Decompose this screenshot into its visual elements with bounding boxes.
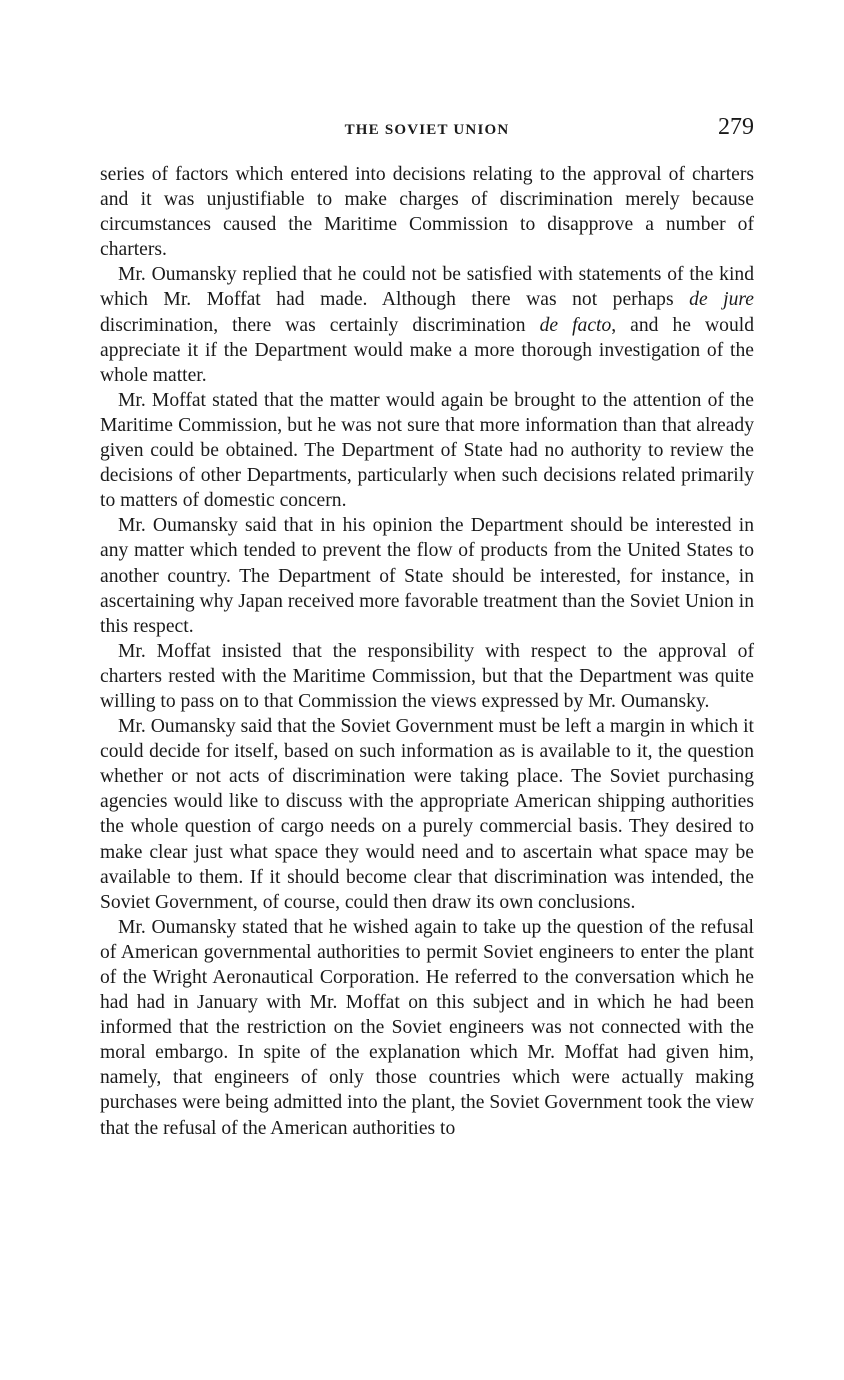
paragraph-2-text-b: discrimination, there was certainly discrimination — [100, 314, 540, 336]
page-number: 279 — [718, 114, 754, 140]
italic-de-jure: de jure — [689, 289, 754, 311]
paragraph-3: Mr. Moffat stated that the matter would again be brought to the attention of the Maritime Commission, but he was not sure that more information than that already given could be obtained. The Department of State had no authority to review the decisions of other Departments, particularly when such decisions related primarily to matters of domestic concern. — [100, 389, 754, 512]
running-title: THE SOVIET UNION — [344, 122, 510, 138]
document-page — [100, 114, 754, 1141]
paragraph-7: Mr. Oumansky stated that he wished again to take up the question of the refusal of American governmental authorities to permit Soviet engineers to enter the plant of the Wright Aeronautical Corporation. He referred to the conversation which he had had in January with Mr. Moffat on this subject and in which he had been informed that the restriction on the Soviet engineers was not connected with the moral embargo. In spite of the explanation which Mr. Moffat had given him, namely, that engineers of only those countries which were actually making purchases were being admitted into the plant, the Soviet Government took the view that the refusal of the American authorities to — [100, 916, 754, 1139]
paragraph-1: series of factors which entered into decisions relating to the approval of charters and it was unjustifiable to make charges of discrimination merely because circumstances caused the Maritime Commission to disapprove a number of charters. — [100, 164, 754, 261]
body-text — [100, 162, 754, 1141]
italic-de-facto: de facto — [539, 314, 612, 336]
paragraph-6: Mr. Oumansky said that the Soviet Government must be left a margin in which it could decide for itself, based on such information as is available to it, the question whether or not acts of discrimination were taking place. The Soviet purchasing agencies would like to discuss with the appropriate American shipping authorities the whole question of cargo needs on a purely commercial basis. They desired to make clear just what space they would need and to ascertain what space may be available to them. If it should become clear that discrimination was intended, the Soviet Government, of course, could then draw its own conclusions. — [100, 716, 754, 913]
paragraph-5: Mr. Moffat insisted that the responsibility with respect to the approval of charters rested with the Maritime Commission, but that the Department was quite willing to pass on to that Commission the views expressed by Mr. Oumansky. — [100, 640, 754, 712]
running-head — [100, 114, 754, 146]
paragraph-4: Mr. Oumansky said that in his opinion the Department should be interested in any matter which tended to prevent the flow of products from the United States to another country. The Department of State should be interested, for instance, in ascertaining why Japan received more favorable treatment than the Soviet Union in this respect. — [100, 515, 754, 637]
paragraph-2 — [100, 262, 754, 387]
paragraph-2-text-c: , and he would appreciate it if the Department would make a more thorough investigation of the whole matter. — [100, 314, 754, 386]
paragraph-2-text-a: Mr. Oumansky replied that he could not be satisfied with statements of the kind which Mr. Moffat had made. Although there was not perhaps — [100, 264, 754, 311]
